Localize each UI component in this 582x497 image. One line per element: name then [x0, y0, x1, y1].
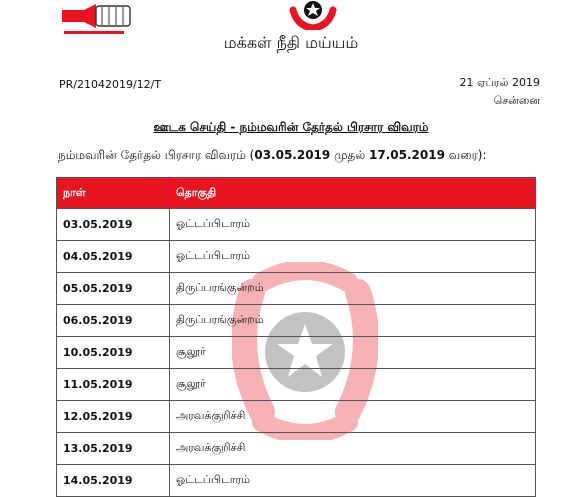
row-constituency: ஓட்டப்பிடாரம்	[170, 209, 536, 241]
press-release-reference: PR/21042019/12/T	[59, 78, 162, 91]
table-row	[57, 433, 536, 465]
release-date: 21 ஏப்ரல் 2019	[459, 76, 540, 89]
table-row	[57, 241, 536, 273]
intro-middle: முதல்	[330, 148, 369, 162]
row-constituency: திருப்பரங்குன்றம்	[170, 305, 536, 337]
row-constituency: ஓட்டப்பிடாரம்	[170, 465, 536, 497]
intro-prefix: நம்மவரின் தேர்தல் பிரசார விவரம் (	[58, 148, 255, 162]
row-date: 06.05.2019	[57, 305, 170, 337]
column-header-constituency: தொகுதி	[170, 178, 536, 209]
row-date: 03.05.2019	[57, 209, 170, 241]
row-date: 13.05.2019	[57, 433, 170, 465]
intro-to-date: 17.05.2019	[369, 148, 445, 162]
table-row	[57, 465, 536, 497]
row-constituency: சூலூர்	[170, 369, 536, 401]
row-constituency: திருப்பரங்குன்றம்	[170, 273, 536, 305]
row-date: 10.05.2019	[57, 337, 170, 369]
intro-suffix: வரை):	[444, 148, 487, 162]
row-date: 04.05.2019	[57, 241, 170, 273]
table-header-row	[57, 178, 536, 209]
row-date: 11.05.2019	[57, 369, 170, 401]
table-row	[57, 369, 536, 401]
row-constituency: ஓட்டப்பிடாரம்	[170, 241, 536, 273]
row-date: 14.05.2019	[57, 465, 170, 497]
table-row	[57, 209, 536, 241]
table-row	[57, 305, 536, 337]
row-constituency: சூலூர்	[170, 337, 536, 369]
column-header-date: நாள்	[57, 178, 170, 209]
row-constituency: அரவக்குறிச்சி	[170, 433, 536, 465]
campaign-schedule-table	[56, 177, 536, 497]
row-constituency: அரவக்குறிச்சி	[170, 401, 536, 433]
organization-name: மக்கள் நீதி மய்யம்	[223, 33, 359, 52]
intro-sentence	[58, 148, 487, 164]
table-row	[57, 401, 536, 433]
table-row	[57, 337, 536, 369]
release-city: சென்னை	[493, 94, 540, 107]
row-date: 12.05.2019	[57, 401, 170, 433]
intro-from-date: 03.05.2019	[254, 148, 331, 162]
star-hands-logo-icon	[287, 0, 339, 30]
table-row	[57, 273, 536, 305]
row-date: 05.05.2019	[57, 273, 170, 305]
press-release-title: ஊடக செய்தி - நம்மவரின் தேர்தல் பிரசார விவரம்	[153, 120, 429, 134]
